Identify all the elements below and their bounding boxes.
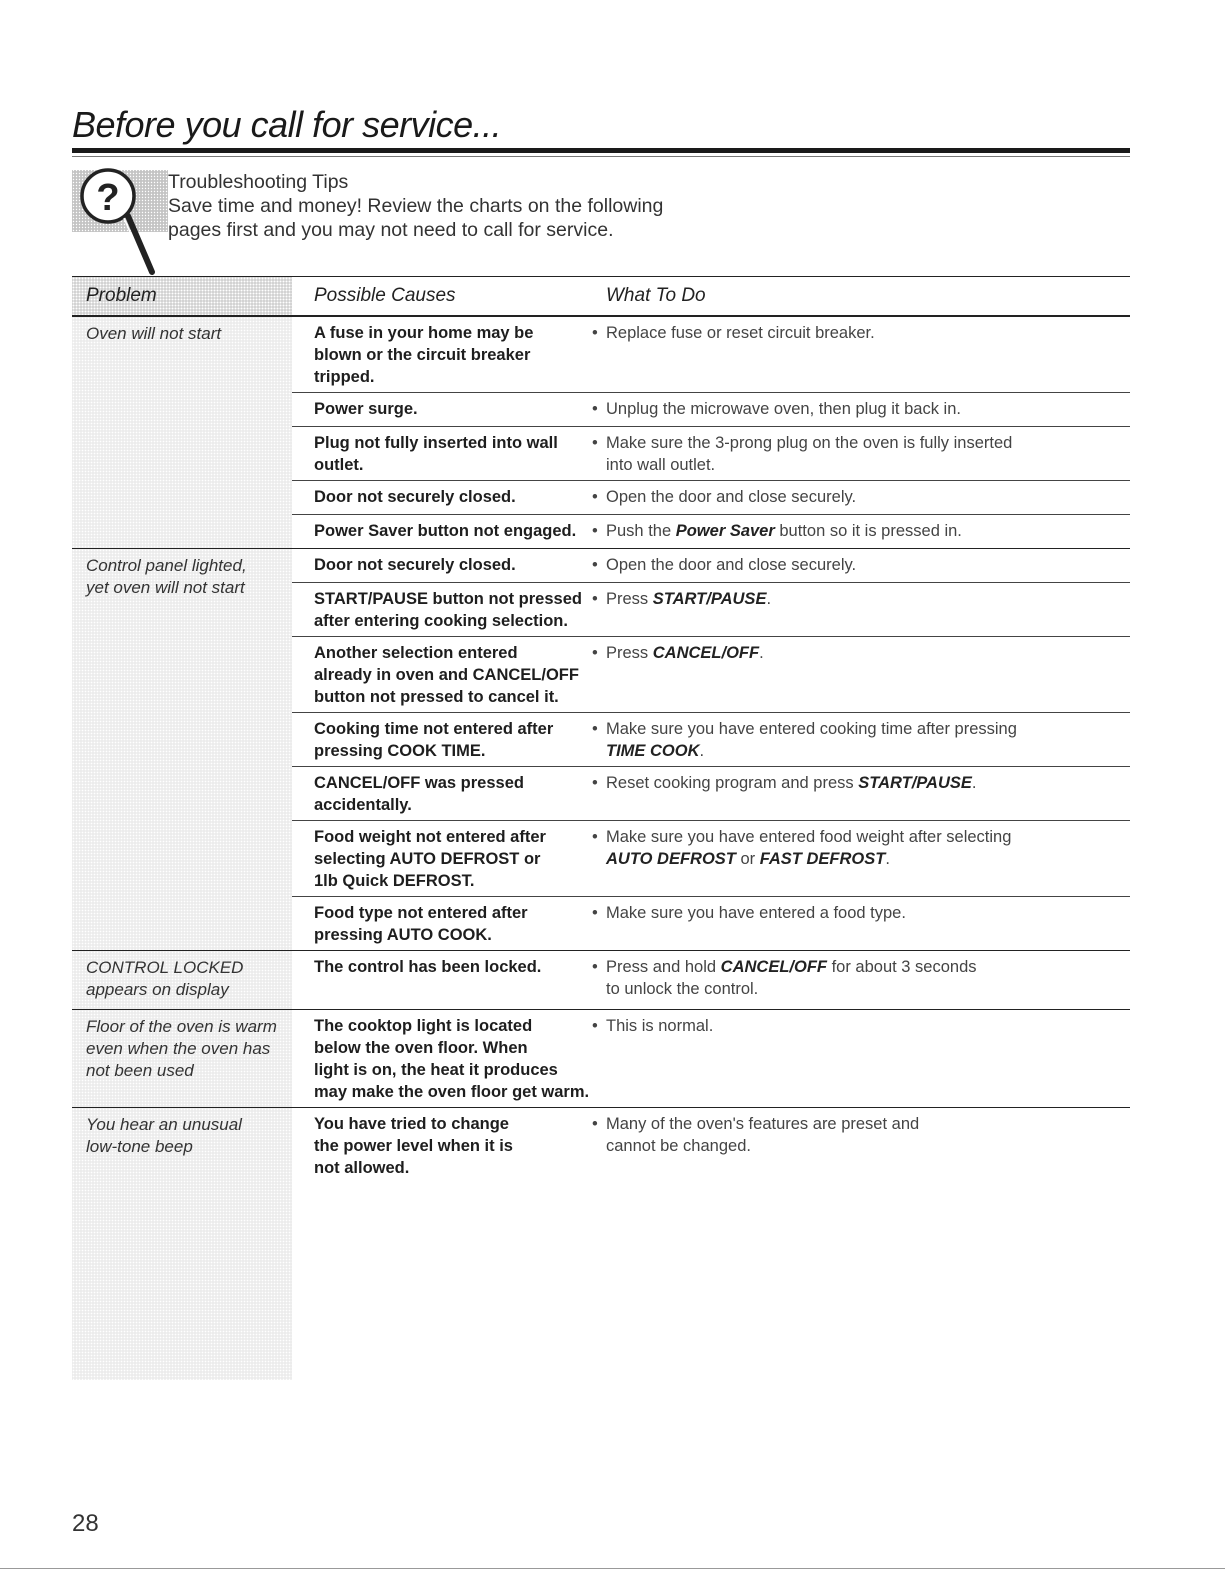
problem-text: CONTROL LOCKED appears on display	[86, 958, 244, 999]
cause-text: You have tried to change the power level when it is not allowed.	[314, 1115, 513, 1177]
table-row	[292, 713, 1130, 767]
table-row	[292, 317, 1130, 393]
cause-text: Power Saver button not engaged.	[314, 522, 577, 540]
table-row	[292, 637, 1130, 713]
table-row	[292, 515, 1130, 548]
problem-text: Oven will not start	[86, 324, 222, 343]
control-name: CANCEL/OFF	[720, 958, 827, 976]
todo-segment: .	[885, 850, 890, 868]
cause-rows	[292, 317, 1130, 548]
control-name: AUTO DEFROST	[606, 850, 736, 868]
tips-body-line: pages first and you may not need to call for service.	[168, 219, 614, 241]
table-row	[292, 427, 1130, 481]
todo-text	[606, 554, 856, 578]
cause-text: A fuse in your home may be blown or the circuit breaker tripped.	[314, 324, 534, 386]
page-number: 28	[72, 1510, 99, 1537]
problem-text: Control panel lighted, yet oven will not start	[86, 556, 247, 597]
table-header-row	[72, 276, 1130, 317]
todo-cell	[592, 588, 1130, 632]
cause-text: Food weight not entered after selecting AUTO DEFROST or 1lb Quick DEFROST.	[314, 828, 546, 890]
todo-text	[606, 1015, 713, 1103]
table-row	[292, 951, 1130, 1004]
table-row	[292, 393, 1130, 427]
todo-text	[606, 1113, 919, 1179]
table-row	[292, 821, 1130, 897]
table-row	[292, 897, 1130, 950]
todo-segment: Press	[606, 644, 653, 662]
cause-text: Another selection entered already in oven and CANCEL/OFF button not pressed to cancel it.	[314, 644, 579, 706]
problem-cell	[72, 1108, 292, 1380]
todo-cell	[592, 398, 1130, 422]
todo-cell	[592, 486, 1130, 510]
todo-segment: Open the door and close securely.	[606, 488, 857, 506]
todo-cell	[592, 322, 1130, 388]
control-name: FAST DEFROST	[759, 850, 886, 868]
problem-text: You hear an unusual low-tone beep	[86, 1115, 242, 1156]
svg-text:?: ?	[96, 177, 120, 219]
bullet-icon: •	[592, 644, 598, 662]
todo-cell	[592, 718, 1130, 762]
todo-segment: button so it is pressed in.	[774, 522, 962, 540]
control-name: CANCEL/OFF	[652, 644, 760, 662]
todo-segment: Press and hold	[606, 958, 721, 976]
todo-segment: Press	[606, 590, 653, 608]
todo-cell	[592, 826, 1130, 892]
title-rule	[72, 148, 1130, 153]
cause-text: Door not securely closed.	[314, 488, 516, 506]
table-row	[292, 1010, 1130, 1107]
todo-text	[606, 588, 771, 632]
todo-segment: Make sure you have entered food weight after selecting	[606, 828, 1012, 846]
todo-cell	[592, 432, 1130, 476]
todo-text	[606, 520, 962, 544]
bullet-icon: •	[592, 828, 598, 846]
problem-groups	[72, 317, 1130, 1380]
tips-body-line: Save time and money! Review the charts on the following	[168, 195, 664, 217]
todo-text	[606, 718, 1017, 762]
cause-text: The control has been locked.	[314, 958, 542, 976]
todo-segment: Open the door and close securely.	[606, 556, 857, 574]
table-row	[292, 549, 1130, 583]
todo-text	[606, 826, 1011, 892]
troubleshooting-table	[72, 276, 1130, 1380]
problem-cell	[72, 549, 292, 950]
bullet-icon: •	[592, 1017, 598, 1035]
bullet-icon: •	[592, 774, 598, 792]
problem-cell	[72, 1010, 292, 1107]
todo-segment: Reset cooking program and press	[606, 774, 859, 792]
cause-rows	[292, 1108, 1130, 1380]
table-row	[292, 767, 1130, 821]
todo-text	[606, 432, 1012, 476]
problem-header: Problem	[86, 285, 157, 306]
cause-text: Power surge.	[314, 400, 418, 418]
todo-segment: .	[699, 742, 705, 760]
problem-cell	[72, 317, 292, 548]
bullet-icon: •	[592, 488, 598, 506]
todo-text	[606, 642, 764, 708]
todo-text	[606, 772, 977, 816]
todo-text	[606, 486, 856, 510]
problem-text: Floor of the oven is warm even when the oven has not been used	[86, 1017, 277, 1080]
cause-text: Plug not fully inserted into wall outlet.	[314, 434, 558, 474]
todo-segment: .	[971, 774, 977, 792]
todo-segment: Make sure you have entered cooking time after pressing	[606, 720, 1017, 738]
todo-segment: Replace fuse or reset circuit breaker.	[606, 324, 875, 342]
cause-text: The cooktop light is located below the oven floor. When light is on, the heat it produces may make the oven floor get warm.	[314, 1017, 590, 1101]
title-rule-thin	[72, 156, 1130, 157]
bullet-icon: •	[592, 434, 598, 452]
todo-header: What To Do	[606, 285, 706, 306]
problem-cell	[72, 951, 292, 1009]
table-row	[292, 1108, 1130, 1183]
todo-segment: Push the	[606, 522, 676, 540]
problem-group	[72, 1010, 1130, 1108]
todo-segment: or	[735, 850, 760, 868]
bullet-icon: •	[592, 556, 598, 574]
cause-rows	[292, 549, 1130, 950]
control-name: TIME COOK	[606, 742, 700, 760]
problem-group	[72, 1108, 1130, 1380]
bottom-rule	[0, 1568, 1225, 1569]
todo-text	[606, 956, 977, 1000]
table-row	[292, 481, 1130, 515]
cause-text: Food type not entered after pressing AUTO COOK.	[314, 904, 528, 944]
todo-cell	[592, 956, 1130, 1000]
problem-group	[72, 317, 1130, 549]
cause-rows	[292, 1010, 1130, 1107]
control-name: START/PAUSE	[858, 774, 972, 792]
todo-text	[606, 902, 906, 946]
todo-segment: Many of the oven's features are preset and cannot be changed.	[606, 1115, 920, 1155]
todo-cell	[592, 520, 1130, 544]
bullet-icon: •	[592, 1115, 598, 1133]
cause-text: Door not securely closed.	[314, 556, 516, 574]
todo-segment: .	[759, 644, 764, 662]
causes-header: Possible Causes	[314, 285, 456, 306]
table-row	[292, 583, 1130, 637]
tips-heading: Troubleshooting Tips	[168, 171, 349, 193]
bullet-icon: •	[592, 522, 598, 540]
cause-text: CANCEL/OFF was pressed accidentally.	[314, 774, 524, 814]
todo-cell	[592, 1015, 1130, 1103]
bullet-icon: •	[592, 958, 598, 976]
page-title: Before you call for service...	[72, 104, 502, 145]
cause-text: START/PAUSE button not pressed after entering cooking selection.	[314, 590, 582, 630]
problem-group	[72, 549, 1130, 951]
bullet-icon: •	[592, 904, 598, 922]
todo-cell	[592, 772, 1130, 816]
todo-text	[606, 398, 961, 422]
todo-cell	[592, 902, 1130, 946]
bullet-icon: •	[592, 400, 598, 418]
question-magnifier-icon	[72, 166, 168, 280]
cause-text: Cooking time not entered after pressing COOK TIME.	[314, 720, 554, 760]
todo-segment: Unplug the microwave oven, then plug it back in.	[606, 400, 961, 418]
todo-segment: Make sure the 3-prong plug on the oven is fully inserted into wall outlet.	[606, 434, 1013, 474]
todo-segment: This is normal.	[606, 1017, 714, 1035]
cause-rows	[292, 951, 1130, 1009]
problem-group	[72, 951, 1130, 1010]
troubleshooting-intro	[168, 170, 663, 242]
todo-cell	[592, 554, 1130, 578]
control-name: START/PAUSE	[652, 590, 767, 608]
todo-segment: .	[766, 590, 772, 608]
control-name: Power Saver	[675, 522, 775, 540]
todo-segment: for about 3 seconds to unlock the control.	[606, 958, 977, 998]
todo-segment: Make sure you have entered a food type.	[606, 904, 906, 922]
todo-cell	[592, 1113, 1130, 1179]
bullet-icon: •	[592, 324, 598, 342]
bullet-icon: •	[592, 720, 598, 738]
todo-text	[606, 322, 875, 388]
bullet-icon: •	[592, 590, 598, 608]
todo-cell	[592, 642, 1130, 708]
